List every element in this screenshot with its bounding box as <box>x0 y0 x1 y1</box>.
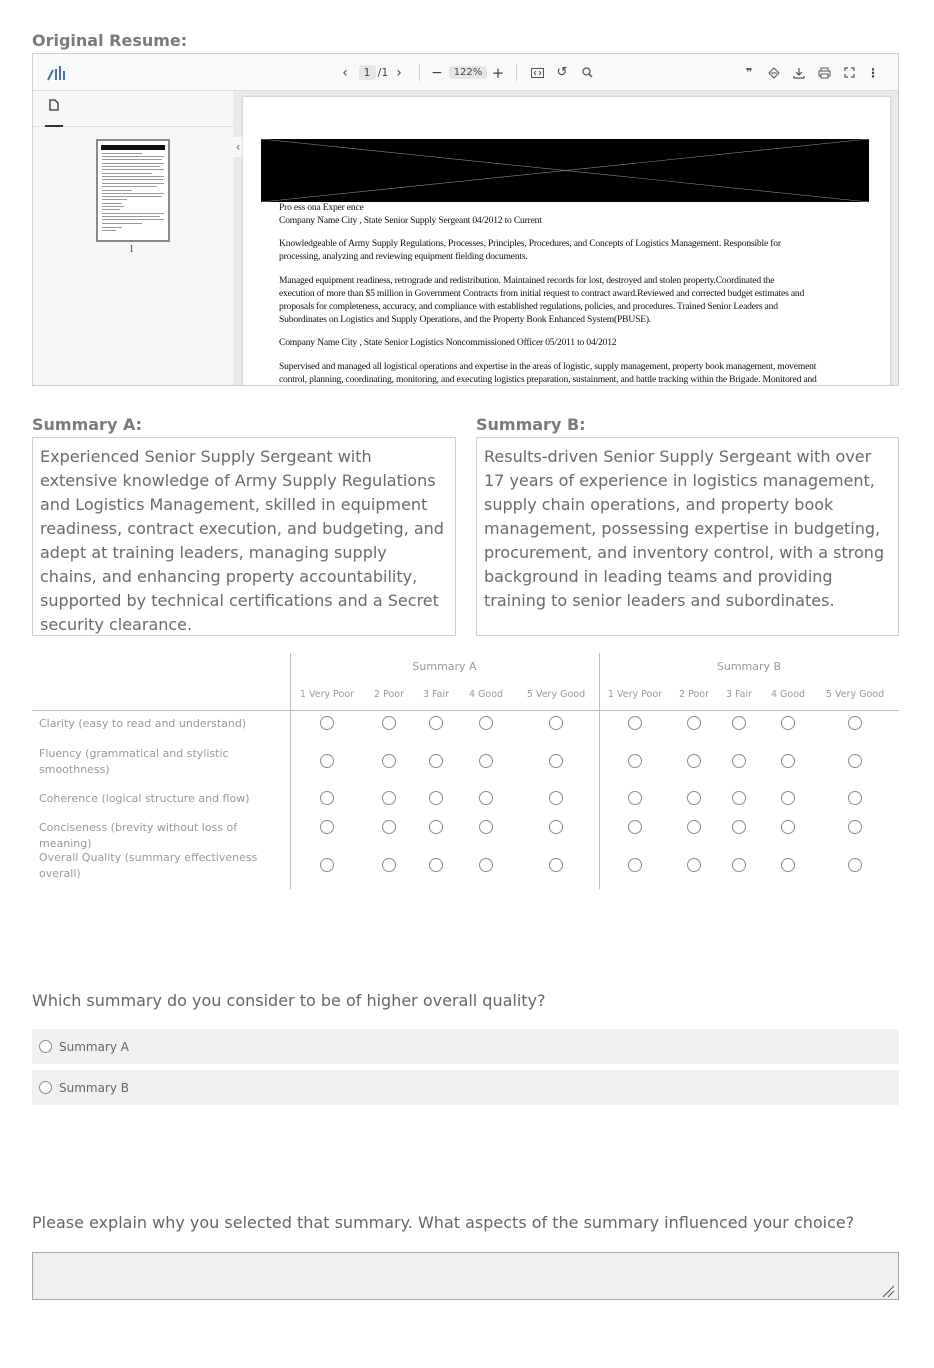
rotate-icon[interactable]: ↺ <box>556 65 568 80</box>
rating-radio-a-3[interactable] <box>429 716 443 730</box>
rating-radio-b-4[interactable] <box>781 754 795 768</box>
rating-radio-b-1[interactable] <box>628 754 642 768</box>
scale-header-b-3: 3 Fair <box>725 689 753 700</box>
rating-radio-b-2[interactable] <box>687 820 701 834</box>
scale-header-a-1: 1 Very Poor <box>299 689 355 700</box>
rating-radio-a-3[interactable] <box>429 820 443 834</box>
pdf-line: Company Name City , State Senior Supply Sergeant 04/2012 to Current <box>279 215 542 226</box>
preference-question: Which summary do you consider to be of higher overall quality? <box>32 991 546 1010</box>
scale-header-a-5: 5 Very Good <box>526 689 586 700</box>
criterion-label: Clarity (easy to read and understand) <box>39 717 247 730</box>
rating-radio-b-4[interactable] <box>781 858 795 872</box>
summary-a-text: Experienced Senior Supply Sergeant with extensive knowledge of Army Supply Regulations and Logistics Management, skilled in equipment readiness, contract execution, and budgeting, and adept at training leaders, managing supply chains, and enhancing property accountability, supported by technical certifications and a Secret security clearance. <box>32 437 456 636</box>
rating-group-a-label: Summary A <box>412 660 477 673</box>
pdf-line: Managed equipment readiness, retrograde and redistribution. Maintained records for lost, destroyed and stolen property.Coordinated the <box>279 275 775 286</box>
page-current[interactable]: 1 <box>359 65 376 80</box>
sidebar-tabs <box>33 91 233 127</box>
rating-radio-a-4[interactable] <box>479 791 493 805</box>
rating-radio-b-3[interactable] <box>732 716 746 730</box>
rating-radio-a-5[interactable] <box>549 791 563 805</box>
rating-radio-b-1[interactable] <box>628 791 642 805</box>
pdf-line: proposals for completeness, accuracy, and compliance with established regulations, policies, and procedures. Trained Senior Leaders and <box>279 301 778 312</box>
fullscreen-icon[interactable] <box>841 54 857 91</box>
chevron-left-icon[interactable]: ‹ <box>342 64 348 81</box>
rating-radio-a-2[interactable] <box>382 716 396 730</box>
fit-page-icon[interactable] <box>529 54 545 91</box>
rating-radio-a-4[interactable] <box>479 716 493 730</box>
rating-radio-b-3[interactable] <box>732 791 746 805</box>
rating-radio-a-5[interactable] <box>549 820 563 834</box>
pdf-line: control, planning, coordinating, monitoring, and executing logistics preparation, sustainment, and battle tracking within the Brigade. Monitored and <box>279 374 817 385</box>
preference-option-summary-a[interactable] <box>32 1029 899 1064</box>
preference-option-summary-b[interactable] <box>32 1070 899 1105</box>
rating-radio-a-1[interactable] <box>320 858 334 872</box>
rating-radio-b-5[interactable] <box>848 716 862 730</box>
resize-grip-icon[interactable] <box>881 1284 895 1298</box>
document-icon[interactable] <box>45 99 63 127</box>
pdf-line: execution of more than $5 million in Government Contracts from initial request to contract award.Reviewed and corrected budget estimates and <box>279 288 805 299</box>
scale-header-b-4: 4 Good <box>770 689 806 700</box>
page-number-input[interactable] <box>358 54 376 91</box>
pdf-line: Company Name City , State Senior Logistics Noncommissioned Officer 05/2011 to 04/2012 <box>279 337 617 348</box>
summary-b-title: Summary B: <box>476 415 586 434</box>
rating-radio-a-4[interactable] <box>479 820 493 834</box>
criterion-label: Coherence (logical structure and flow) <box>39 792 250 805</box>
scale-header-a-4: 4 Good <box>468 689 504 700</box>
rating-radio-a-5[interactable] <box>549 858 563 872</box>
rating-radio-a-5[interactable] <box>549 754 563 768</box>
rating-radio-b-4[interactable] <box>781 716 795 730</box>
rating-radio-a-2[interactable] <box>382 858 396 872</box>
pdf-line: Knowledgeable of Army Supply Regulations, Processes, Principles, Procedures, and Concepts of Logistics Management. Responsible for <box>279 238 781 249</box>
option-label: Summary B <box>59 1080 130 1095</box>
redacted-banner <box>261 139 869 202</box>
rating-radio-a-1[interactable] <box>320 716 334 730</box>
zoom-in-icon[interactable]: + <box>491 63 505 82</box>
rating-radio-a-3[interactable] <box>429 791 443 805</box>
rating-radio-b-4[interactable] <box>781 791 795 805</box>
criterion-label: Overall Quality (summary effectiveness overall) <box>39 851 258 880</box>
rating-radio-a-2[interactable] <box>382 820 396 834</box>
rating-radio-b-5[interactable] <box>848 820 862 834</box>
radio-button[interactable] <box>39 1081 52 1094</box>
rating-radio-a-3[interactable] <box>429 858 443 872</box>
rating-grid <box>32 653 899 889</box>
zoom-out-icon[interactable]: − <box>431 64 443 81</box>
rating-radio-a-1[interactable] <box>320 820 334 834</box>
download-icon[interactable] <box>791 54 807 91</box>
radio-button[interactable] <box>39 1040 52 1053</box>
pdf-toolbar <box>33 54 898 91</box>
rating-radio-a-5[interactable] <box>549 716 563 730</box>
rating-radio-b-2[interactable] <box>687 754 701 768</box>
rating-radio-b-2[interactable] <box>687 858 701 872</box>
rating-radio-b-3[interactable] <box>732 754 746 768</box>
thumbnail-page-label: 1 <box>129 244 134 255</box>
zoom-level[interactable] <box>449 54 487 91</box>
rating-group-b-label: Summary B <box>716 660 782 673</box>
rating-radio-b-4[interactable] <box>781 820 795 834</box>
zoom-value[interactable]: 122% <box>449 66 488 79</box>
page-total: /1 <box>377 66 389 79</box>
pdf-viewer[interactable] <box>32 53 899 386</box>
more-icon[interactable]: ⋮ <box>867 65 879 80</box>
rating-radio-a-3[interactable] <box>429 754 443 768</box>
scale-header-a-3: 3 Fair <box>422 689 450 700</box>
annotation-icon[interactable]: ❞ <box>745 66 753 79</box>
pdf-line: processing, analyzing and reviewing equipment fielding documents. <box>279 251 528 262</box>
print-icon[interactable] <box>816 54 832 91</box>
scale-header-b-5: 5 Very Good <box>825 689 885 700</box>
resume-section-title: Original Resume: <box>32 31 188 50</box>
rating-radio-a-1[interactable] <box>320 754 334 768</box>
rating-radio-a-4[interactable] <box>479 754 493 768</box>
rating-radio-b-1[interactable] <box>628 820 642 834</box>
rating-radio-b-5[interactable] <box>848 754 862 768</box>
rating-radio-b-1[interactable] <box>628 858 642 872</box>
rating-radio-b-2[interactable] <box>687 791 701 805</box>
option-label: Summary A <box>59 1039 130 1054</box>
explanation-textarea[interactable] <box>32 1252 899 1300</box>
app-logo-icon[interactable] <box>45 54 67 91</box>
rating-radio-b-1[interactable] <box>628 716 642 730</box>
summary-b-text: Results-driven Senior Supply Sergeant with over 17 years of experience in logistics management, supply chain operations, and property book management, possessing expertise in budgeting, procurement, and inventory control, with a strong background in leading teams and providing training to senior leaders and subordinates. <box>476 437 899 636</box>
scale-header-b-2: 2 Poor <box>679 689 709 700</box>
rating-radio-b-5[interactable] <box>848 791 862 805</box>
highlight-icon[interactable] <box>766 54 782 91</box>
chevron-right-icon[interactable]: › <box>396 64 402 81</box>
criterion-label: Fluency (grammatical and stylistic smoothness) <box>39 747 229 776</box>
rating-radio-a-1[interactable] <box>320 791 334 805</box>
rating-radio-a-2[interactable] <box>382 791 396 805</box>
rating-radio-b-3[interactable] <box>732 820 746 834</box>
rating-radio-b-5[interactable] <box>848 858 862 872</box>
criterion-label: Conciseness (brevity without loss of meaning) <box>39 821 238 850</box>
explanation-question: Please explain why you selected that summary. What aspects of the summary influenced your choice? <box>32 1213 855 1232</box>
page-thumbnail[interactable] <box>96 139 170 242</box>
rating-radio-a-2[interactable] <box>382 754 396 768</box>
pdf-line: Supervised and managed all logistical operations and expertise in the areas of logistic, supply management, property book management, movement <box>279 361 817 372</box>
scale-header-a-2: 2 Poor <box>374 689 404 700</box>
rating-radio-a-4[interactable] <box>479 858 493 872</box>
rating-radio-b-2[interactable] <box>687 716 701 730</box>
thumbnail-sidebar <box>33 91 233 386</box>
pdf-line: Subordinates on Logistics and Supply Operations, and the Property Book Enhanced System(PBUSE). <box>279 314 652 325</box>
rating-radio-b-3[interactable] <box>732 858 746 872</box>
search-icon[interactable] <box>579 54 595 91</box>
pdf-page <box>243 97 890 386</box>
pdf-line: Pro ess ona Exper ence <box>279 202 364 213</box>
collapse-sidebar-icon[interactable]: ‹ <box>233 137 243 157</box>
scale-header-b-1: 1 Very Poor <box>607 689 663 700</box>
summary-a-title: Summary A: <box>32 415 143 434</box>
